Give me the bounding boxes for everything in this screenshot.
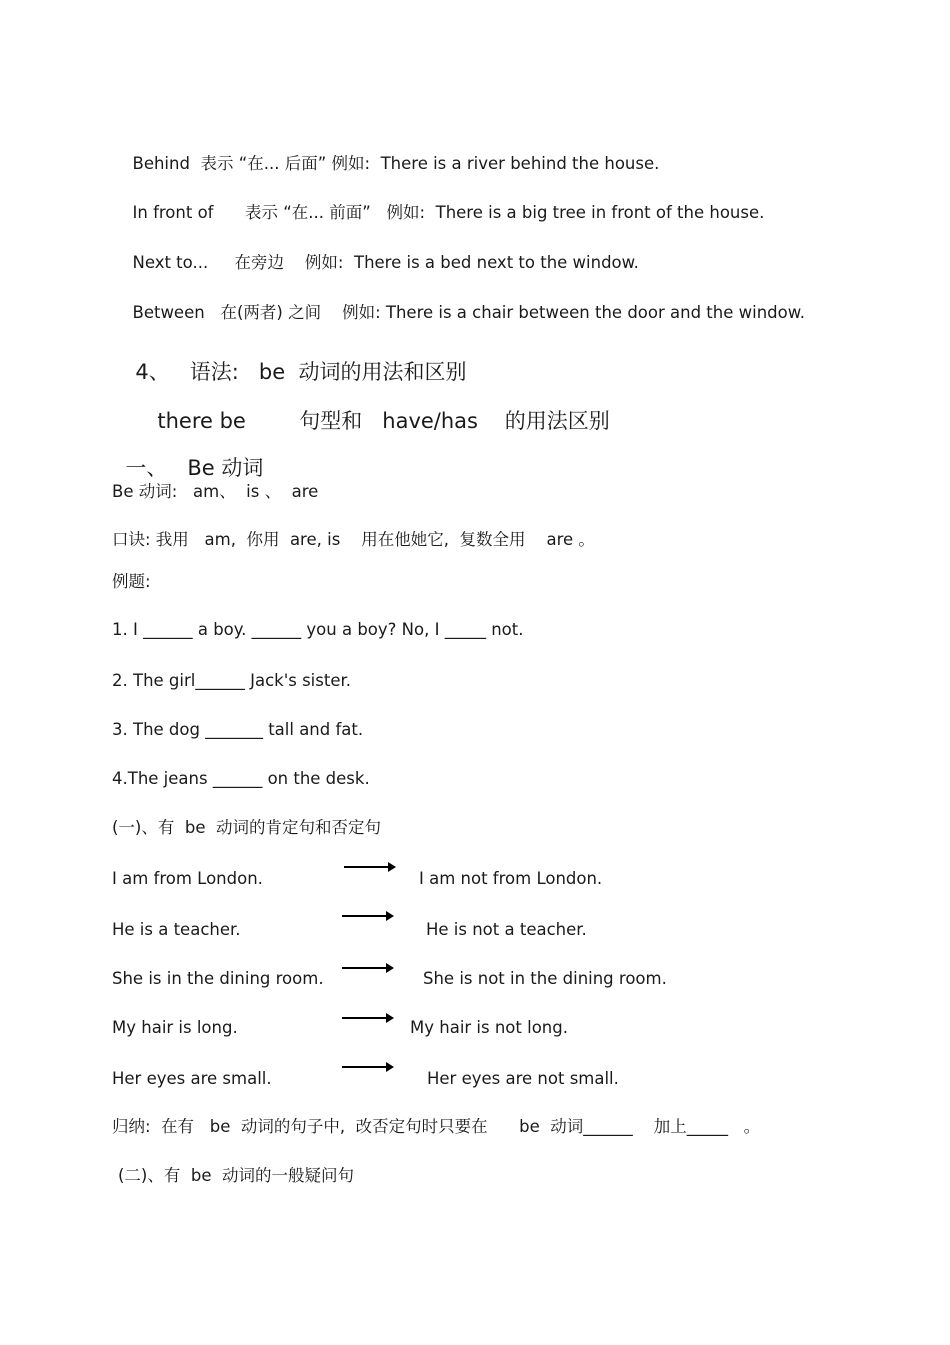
negative-sentence: Her eyes are not small. [427, 1069, 619, 1088]
examples-label: 例题: [112, 572, 151, 591]
arrow-right-icon [342, 1013, 394, 1023]
prep-example-label: 例如: [331, 154, 371, 173]
prep-example: There is a chair between the door and the window. [385, 303, 805, 322]
negative-sentence: I am not from London. [419, 869, 603, 888]
prep-word: Between [132, 303, 205, 322]
prep-example-label: 例如: [386, 203, 426, 222]
prep-row-in-front-of [122, 183, 764, 223]
negative-sentence: She is not in the dining room. [423, 969, 667, 988]
section-subtitle [144, 382, 610, 434]
prep-meaning: 在(两者) 之间 [220, 303, 322, 322]
part-heading-title: Be 动词 [187, 456, 264, 480]
affirmative-sentence: I am from London. [112, 869, 263, 888]
prep-word: In front of [132, 203, 214, 222]
negative-sentence: My hair is not long. [410, 1018, 568, 1037]
prep-meaning: 在旁边 [234, 253, 284, 272]
arrow-right-icon [344, 862, 396, 872]
section-title: 语法: be 动词的用法和区别 [189, 360, 467, 384]
rhyme: 口诀: 我用 am, 你用 are, is 用在他她它, 复数全用 are 。 [112, 530, 595, 549]
exercise-item: 3. The dog _______ tall and fat. [112, 720, 364, 739]
affirmative-sentence: Her eyes are small. [112, 1069, 272, 1088]
prep-word: Behind [132, 154, 190, 173]
exercise-item: 1. I ______ a boy. ______ you a boy? No, I _____ not. [112, 620, 524, 639]
prep-meaning: 表示 “在... 后面” [200, 154, 327, 173]
subtitle-right: 句型和 have/has 的用法区别 [299, 409, 610, 433]
subtitle-left: there be [157, 409, 246, 433]
prep-example: There is a river behind the house. [380, 154, 660, 173]
affirmative-sentence: He is a teacher. [112, 920, 241, 939]
part-heading-number: 一、 [125, 456, 168, 480]
part-heading [112, 429, 263, 481]
prep-example-label: 例如: [342, 303, 381, 322]
arrow-right-icon [342, 911, 394, 921]
prep-word: Next to... [132, 253, 209, 272]
arrow-right-icon [342, 963, 394, 973]
sub-heading-affirmative-negative: (一)、有 be 动词的肯定句和否定句 [112, 818, 381, 837]
affirmative-sentence: She is in the dining room. [112, 969, 324, 988]
prep-example-label: 例如: [304, 253, 344, 272]
prep-row-behind [122, 134, 659, 174]
arrow-right-icon [342, 1062, 394, 1072]
prep-meaning: 表示 “在... 前面” [244, 203, 371, 222]
exercise-item: 4.The jeans ______ on the desk. [112, 769, 370, 788]
section-number: 4、 [135, 360, 170, 384]
prep-row-between [122, 283, 805, 323]
summary-line: 归纳: 在有 be 动词的句子中, 改否定句时只要在 be 动词______ 加上_____ 。 [112, 1117, 761, 1136]
negative-sentence: He is not a teacher. [426, 920, 587, 939]
prep-row-next-to [122, 233, 639, 273]
prep-example: There is a bed next to the window. [353, 253, 639, 272]
be-forms: Be 动词: am、 is 、 are [112, 482, 319, 501]
section-heading [122, 333, 466, 385]
affirmative-sentence: My hair is long. [112, 1018, 238, 1037]
exercise-item: 2. The girl______ Jack's sister. [112, 671, 351, 690]
prep-example: There is a big tree in front of the house. [435, 203, 765, 222]
sub-heading-question: (二)、有 be 动词的一般疑问句 [118, 1166, 354, 1185]
